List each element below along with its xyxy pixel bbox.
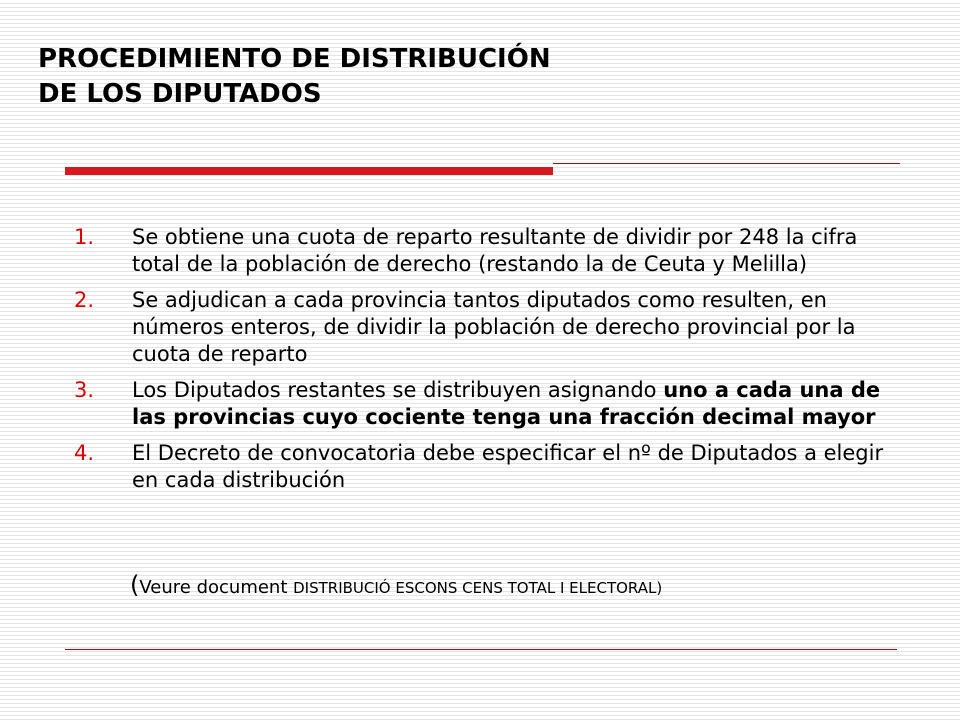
title-line-1: PROCEDIMIENTO DE DISTRIBUCIÓN xyxy=(38,44,551,74)
item-number: 3. xyxy=(74,378,95,402)
item-number: 2. xyxy=(74,288,95,312)
list-item xyxy=(74,287,894,368)
item-text-bold: uno a cada una de las provincias cuyo cociente tenga una fracción decimal mayor xyxy=(132,378,881,429)
note-document-name: DISTRIBUCIÓ ESCONS CENS TOTAL I ELECTORAL xyxy=(293,579,657,597)
procedure-list xyxy=(74,224,894,503)
item-text-regular: Se obtiene una cuota de reparto resultante de dividir por 248 la cifra total de la población de derecho (restando la de Ceuta y Melilla) xyxy=(132,225,858,276)
title-line-2: DE LOS DIPUTADOS xyxy=(38,79,322,109)
item-text xyxy=(132,441,883,492)
accent-bar xyxy=(65,167,553,175)
list-item xyxy=(74,224,894,278)
list-item xyxy=(74,440,894,494)
item-text-regular: Los Diputados restantes se distribuyen asignando xyxy=(132,378,664,402)
list-item xyxy=(74,377,894,431)
item-number: 1. xyxy=(74,225,95,249)
note-close-paren: ) xyxy=(656,579,663,597)
document-reference-note xyxy=(130,571,662,602)
top-thin-rule xyxy=(553,163,900,164)
item-text xyxy=(132,378,880,429)
item-text xyxy=(132,225,857,276)
note-text: Veure document xyxy=(139,577,294,598)
item-text xyxy=(132,288,855,366)
note-open-paren: ( xyxy=(130,571,140,599)
item-number: 4. xyxy=(74,441,95,465)
bottom-thin-rule xyxy=(65,649,897,650)
item-text-regular: El Decreto de convocatoria debe especificar el nº de Diputados a elegir en cada distribución xyxy=(132,441,884,492)
item-text-regular: Se adjudican a cada provincia tantos diputados como resulten, en números enteros, de dividir la población de derecho provincial por la cuota de reparto xyxy=(132,288,856,366)
slide-title xyxy=(38,42,838,112)
